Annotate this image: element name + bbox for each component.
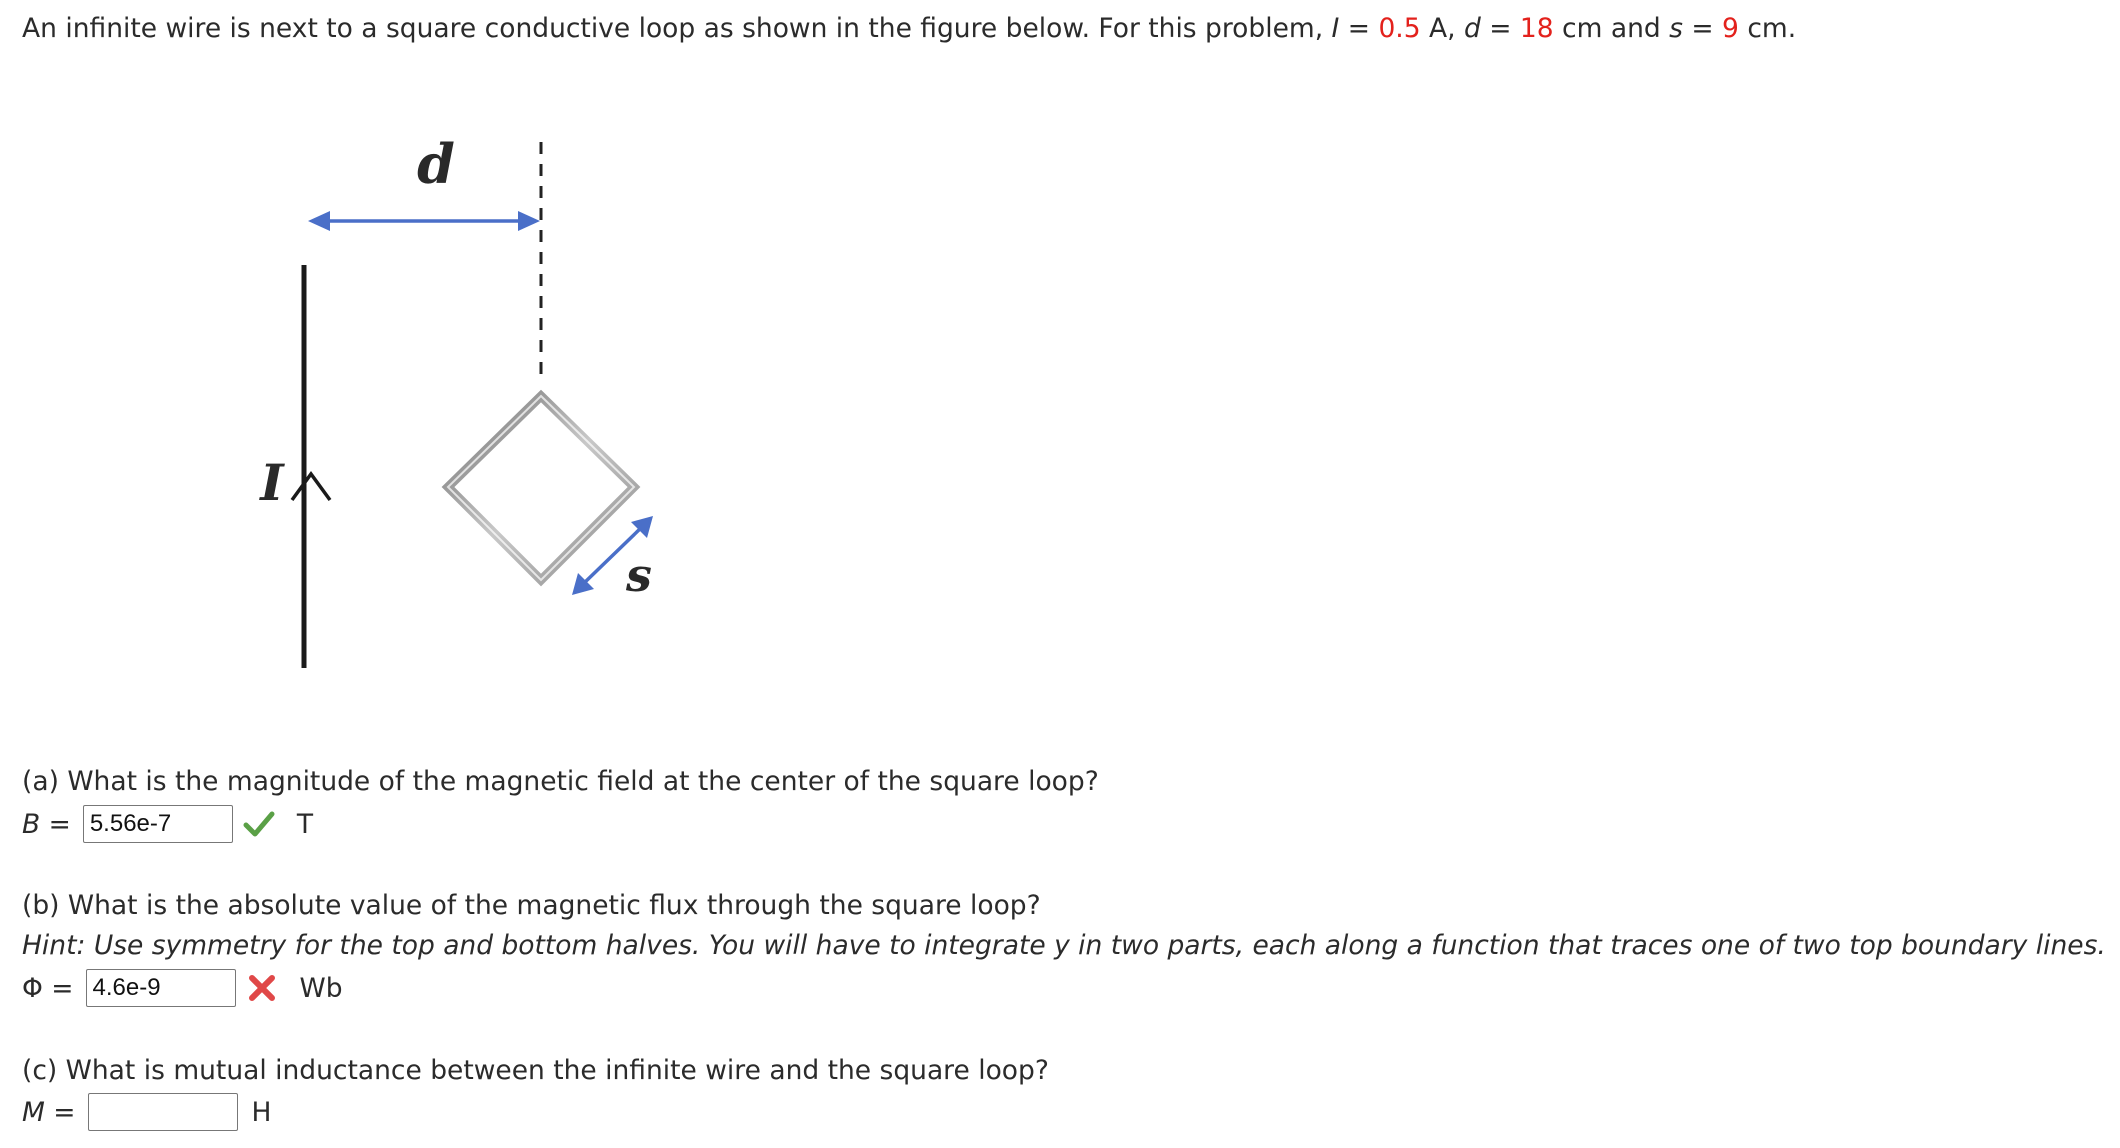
answer-row-c	[22, 1093, 271, 1131]
var-Phi: Φ	[22, 972, 43, 1004]
unit-a: T	[296, 808, 314, 840]
problem-intro: An infinite wire is next to a square conductive loop as shown in the figure below. For this problem,	[22, 13, 1332, 44]
label-M	[22, 1097, 76, 1128]
question-b: (b) What is the absolute value of the magnetic flux through the square loop?	[22, 890, 1041, 921]
label-B	[22, 809, 71, 840]
answer-input-b[interactable]	[86, 969, 236, 1007]
var-B: B	[22, 808, 41, 840]
current-arrow-icon	[292, 474, 330, 500]
unit-b: Wb	[299, 972, 343, 1004]
label-s: s	[626, 548, 652, 602]
hint-b: Hint: Use symmetry for the top and bottom halves. You will have to integrate y in two parts, each along a function that traces one of two top boundary lines.	[22, 930, 2106, 961]
equals-sign: =	[40, 808, 71, 840]
s-value: 9	[1722, 13, 1739, 44]
var-I: I	[1331, 13, 1340, 44]
equals-sign: =	[1480, 13, 1520, 44]
var-d: d	[1464, 13, 1481, 44]
answer-row-b	[22, 969, 343, 1007]
square-loop	[448, 396, 634, 580]
s-unit: cm.	[1738, 13, 1797, 44]
x-mark-icon	[244, 970, 280, 1006]
equals-sign: =	[42, 972, 74, 1004]
label-Phi	[22, 973, 74, 1004]
answer-row-a	[22, 805, 313, 843]
equals-sign: =	[1339, 13, 1379, 44]
distance-d-arrow	[308, 211, 540, 231]
answer-input-c[interactable]	[88, 1093, 238, 1131]
label-I: I	[260, 453, 284, 512]
question-c: (c) What is mutual inductance between the infinite wire and the square loop?	[22, 1055, 1049, 1086]
I-value: 0.5	[1378, 13, 1421, 44]
question-a: (a) What is the magnitude of the magnetic field at the center of the square loop?	[22, 766, 1099, 797]
var-s: s	[1669, 13, 1683, 44]
var-M: M	[22, 1096, 45, 1128]
d-value: 18	[1519, 13, 1554, 44]
equals-sign: =	[44, 1096, 76, 1128]
checkmark-icon	[241, 806, 277, 842]
equals-sign: =	[1682, 13, 1723, 44]
answer-input-a[interactable]	[83, 805, 233, 843]
I-unit: A,	[1420, 13, 1464, 44]
unit-c: H	[251, 1096, 272, 1128]
d-unit: cm and	[1553, 13, 1670, 44]
label-d: d	[417, 132, 455, 196]
